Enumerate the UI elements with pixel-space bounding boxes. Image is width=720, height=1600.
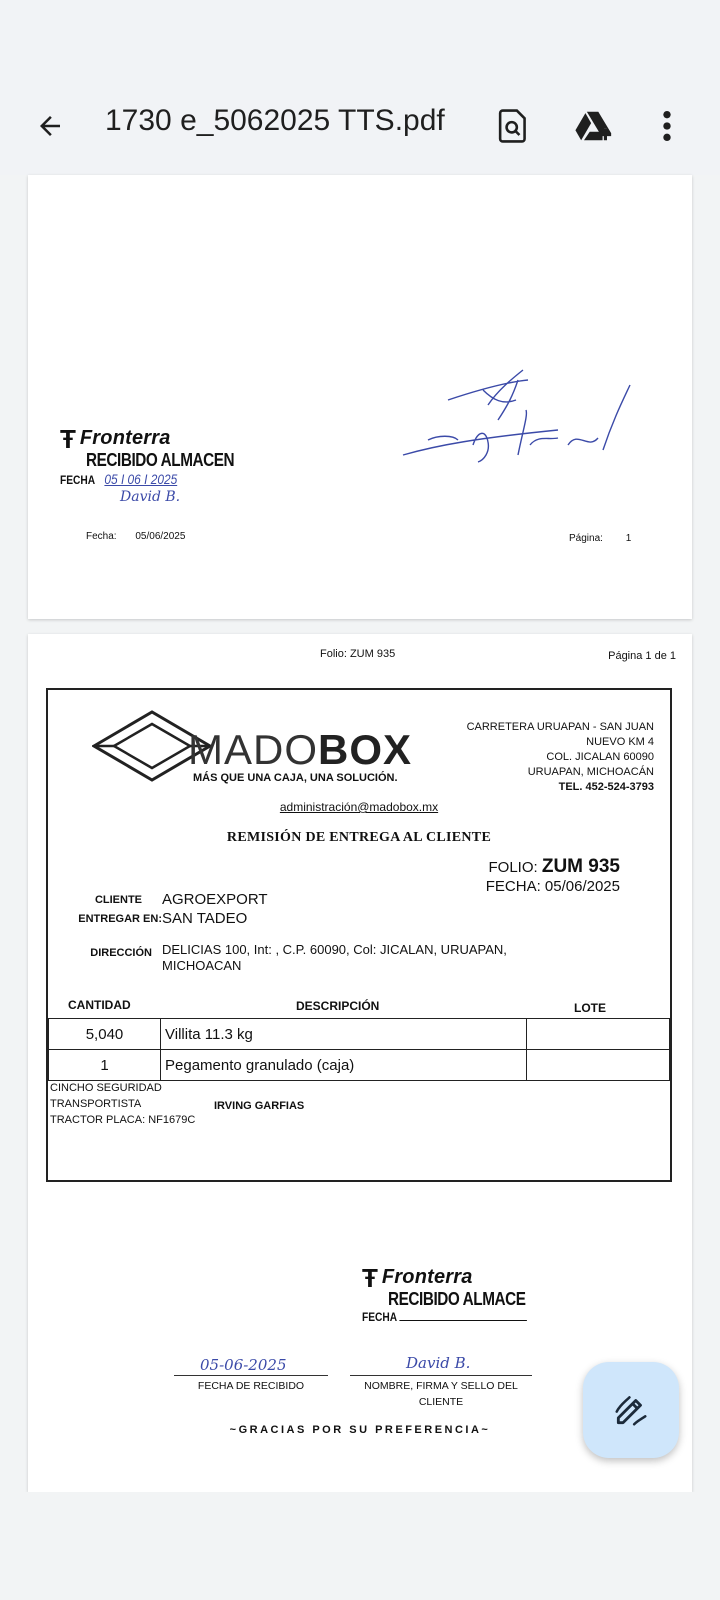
direccion-value: DELICIAS 100, Int: , C.P. 60090, Col: JICALAN, URUAPAN, MICHOACAN [162, 942, 507, 973]
stamp-fecha-value: 05 I 06 I 2025 [104, 471, 178, 487]
item-cantidad: 5,040 [49, 1019, 161, 1050]
gracias-footer: ~GRACIAS POR SU PREFERENCIA~ [229, 1424, 491, 1436]
entregar-value: SAN TADEO [162, 910, 248, 927]
stamp-fecha-label: FECHA [362, 1310, 397, 1324]
fecha-row [486, 878, 620, 895]
more-options-button[interactable] [645, 104, 689, 148]
handwritten-signature-image [398, 360, 648, 470]
cliente-label: CLIENTE [94, 894, 142, 906]
company-phone: TEL. 452-524-3793 [558, 781, 654, 793]
col-cantidad: CANTIDAD [68, 998, 131, 1012]
document-title: 1730 e_5062025 TTS.pdf [105, 104, 445, 137]
pdf-page-2 [28, 634, 692, 1492]
annotate-fab[interactable] [583, 1362, 679, 1458]
find-in-document-icon [497, 108, 529, 144]
fecha-recibido-value: 05-06-2025 [200, 1356, 287, 1374]
stamp-fecha-label: FECHA [60, 473, 95, 487]
stamp-signature: David B. [120, 489, 181, 505]
cliente-value: AGROEXPORT [162, 891, 268, 908]
direccion-label: DIRECCIÓN [90, 947, 152, 959]
table-row [49, 1050, 670, 1081]
stamp-brand: Fronterra [381, 1266, 473, 1288]
item-descripcion: Villita 11.3 kg [161, 1019, 527, 1050]
col-descripcion: DESCRIPCIÓN [296, 999, 380, 1013]
folio-row [489, 856, 621, 878]
address-line: NUEVO KM 4 [586, 736, 654, 748]
edit-annotate-icon [612, 1391, 650, 1429]
folio-value: ZUM 935 [541, 856, 620, 877]
add-to-drive-icon [574, 108, 614, 144]
add-to-drive-button[interactable] [572, 104, 616, 148]
page1-pagina-label: Página: [569, 533, 603, 544]
fecha-value: 05/06/2025 [544, 878, 620, 895]
table-row [49, 1019, 670, 1050]
fronterra-logo-icon: Ŧ [362, 1263, 378, 1293]
more-vert-icon [661, 109, 673, 143]
transportista-label: TRANSPORTISTA [50, 1098, 142, 1110]
bottom-area [0, 1492, 720, 1600]
company-name [188, 726, 412, 774]
item-cantidad: 1 [49, 1050, 161, 1081]
firma-label-2: CLIENTE [418, 1396, 464, 1408]
items-table [48, 1018, 670, 1081]
transportista-value: IRVING GARFIAS [214, 1100, 305, 1112]
item-lote [527, 1019, 670, 1050]
fecha-recibido-label: FECHA DE RECIBIDO [197, 1380, 305, 1392]
stamp-received-label: RECIBIDO ALMACE [388, 1289, 526, 1309]
company-address [464, 720, 654, 795]
app-toolbar [0, 0, 720, 175]
folio-label: FOLIO: [488, 859, 538, 876]
firma-label: NOMBRE, FIRMA Y SELLO DEL [364, 1380, 518, 1392]
received-stamp [60, 424, 260, 505]
address-line: COL. JICALAN 60090 [546, 751, 654, 763]
address-line: CARRETERA URUAPAN - SAN JUAN [466, 721, 654, 733]
fecha-label: FECHA: [485, 878, 541, 895]
back-button[interactable] [30, 106, 70, 146]
company-email: administración@madobox.mx [279, 800, 439, 814]
document-heading: REMISIÓN DE ENTREGA AL CLIENTE [226, 830, 492, 845]
company-name-bold: BOX [318, 726, 413, 773]
page1-pagina-value: 1 [625, 533, 632, 544]
remision-box [46, 688, 672, 1182]
firma-value: David B. [406, 1354, 471, 1372]
stamp-brand: Fronterra [79, 427, 171, 449]
company-name-light: MADO [188, 726, 318, 773]
page1-pagina [569, 533, 631, 544]
fronterra-logo-icon: Ŧ [60, 424, 76, 454]
folio-header: Folio: ZUM 935 [320, 648, 396, 660]
back-arrow-icon [35, 111, 65, 141]
page1-fecha [86, 531, 185, 542]
find-in-document-button[interactable] [491, 104, 535, 148]
cincho-label: CINCHO SEGURIDAD [50, 1082, 162, 1094]
page1-fecha-value: 05/06/2025 [135, 531, 186, 542]
received-stamp-2 [362, 1263, 556, 1324]
pdf-page-1 [28, 175, 692, 619]
page-number-header: Página 1 de 1 [608, 650, 676, 662]
stamp-received-label: RECIBIDO ALMACEN [86, 450, 235, 470]
item-descripcion: Pegamento granulado (caja) [161, 1050, 527, 1081]
item-lote [527, 1050, 670, 1081]
col-lote: LOTE [574, 1001, 606, 1015]
company-tagline: MÁS QUE UNA CAJA, UNA SOLUCIÓN. [193, 772, 398, 784]
address-line: URUAPAN, MICHOACÁN [527, 766, 654, 778]
page1-fecha-label: Fecha: [86, 531, 117, 542]
tractor-placa: TRACTOR PLACA: NF1679C [50, 1114, 196, 1126]
entregar-label: ENTREGAR EN: [78, 913, 162, 925]
